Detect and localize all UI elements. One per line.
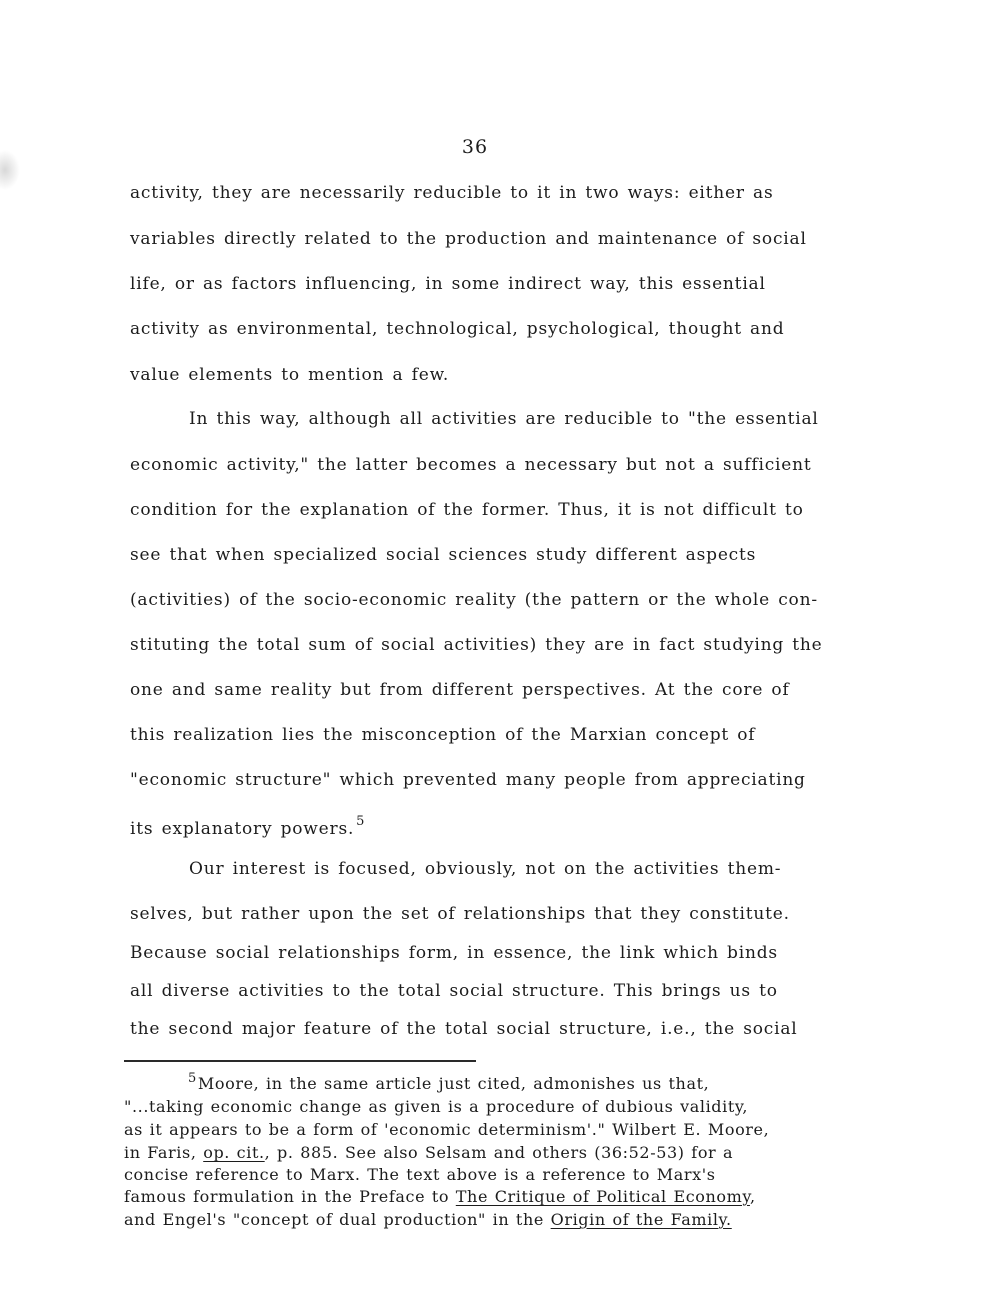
body-line: the second major feature of the total social structure, i.e., the social bbox=[130, 1019, 798, 1039]
footnote-line bbox=[124, 1187, 756, 1206]
body-line: stituting the total sum of social activities) they are in fact studying the bbox=[130, 635, 823, 655]
body-line: activity, they are necessarily reducible to it in two ways: either as bbox=[130, 183, 774, 203]
footnote-text: in Faris, bbox=[124, 1143, 204, 1162]
body-line: this realization lies the misconception of the Marxian concept of bbox=[130, 725, 756, 745]
footnote-line: "...taking economic change as given is a procedure of dubious validity, bbox=[124, 1097, 749, 1116]
title-critique-of-political-economy: The Critique of Political Economy bbox=[455, 1187, 750, 1206]
footnote-marker: 5 bbox=[188, 1071, 197, 1086]
footnote-text: , p. 885. See also Selsam and others (36:52-53) for a bbox=[264, 1143, 734, 1162]
body-line: (activities) of the socio-economic reality (the pattern or the whole con- bbox=[130, 590, 818, 610]
body-line: Because social relationships form, in essence, the link which binds bbox=[130, 943, 778, 963]
body-line: see that when specialized social sciences study different aspects bbox=[130, 545, 757, 565]
body-line: economic activity," the latter becomes a necessary but not a sufficient bbox=[130, 455, 812, 475]
footnote-text: and Engel's "concept of dual production" in the bbox=[124, 1210, 551, 1229]
title-origin-of-the-family: Origin of the Family. bbox=[550, 1210, 732, 1229]
footnote-text: famous formulation in the Preface to bbox=[124, 1187, 456, 1206]
footnote-text: Moore, in the same article just cited, admonishes us that, bbox=[197, 1074, 710, 1093]
footnote-line bbox=[188, 1071, 709, 1093]
body-line: In this way, although all activities are reducible to "the essential bbox=[189, 409, 819, 429]
body-line: life, or as factors influencing, in some indirect way, this essential bbox=[130, 274, 766, 294]
body-line-with-footnote-ref bbox=[130, 814, 365, 839]
body-line: its explanatory powers. bbox=[130, 819, 355, 839]
footnote-line: concise reference to Marx. The text above is a reference to Marx's bbox=[124, 1165, 716, 1184]
page-number: 36 bbox=[461, 136, 489, 158]
footnote-line: as it appears to be a form of 'economic determinism'." Wilbert E. Moore, bbox=[124, 1120, 770, 1139]
body-line: Our interest is focused, obviously, not on the activities them- bbox=[189, 859, 782, 879]
footnote-text: , bbox=[749, 1187, 756, 1206]
footnote-line bbox=[124, 1210, 732, 1229]
footnote-line bbox=[124, 1143, 733, 1162]
body-line: value elements to mention a few. bbox=[130, 365, 450, 385]
body-line: selves, but rather upon the set of relationships that they constitute. bbox=[130, 904, 790, 924]
footnote-divider bbox=[124, 1060, 476, 1062]
body-line: one and same reality but from different perspectives. At the core of bbox=[130, 680, 790, 700]
body-line: activity as environmental, technological, psychological, thought and bbox=[130, 319, 785, 339]
footnote-ref: 5 bbox=[356, 814, 366, 829]
citation-op-cit: op. cit. bbox=[203, 1143, 265, 1162]
body-line: all diverse activities to the total social structure. This brings us to bbox=[130, 981, 778, 1001]
body-line: "economic structure" which prevented many people from appreciating bbox=[130, 770, 806, 790]
body-line: condition for the explanation of the former. Thus, it is not difficult to bbox=[130, 500, 804, 520]
body-line: variables directly related to the production and maintenance of social bbox=[130, 229, 807, 249]
